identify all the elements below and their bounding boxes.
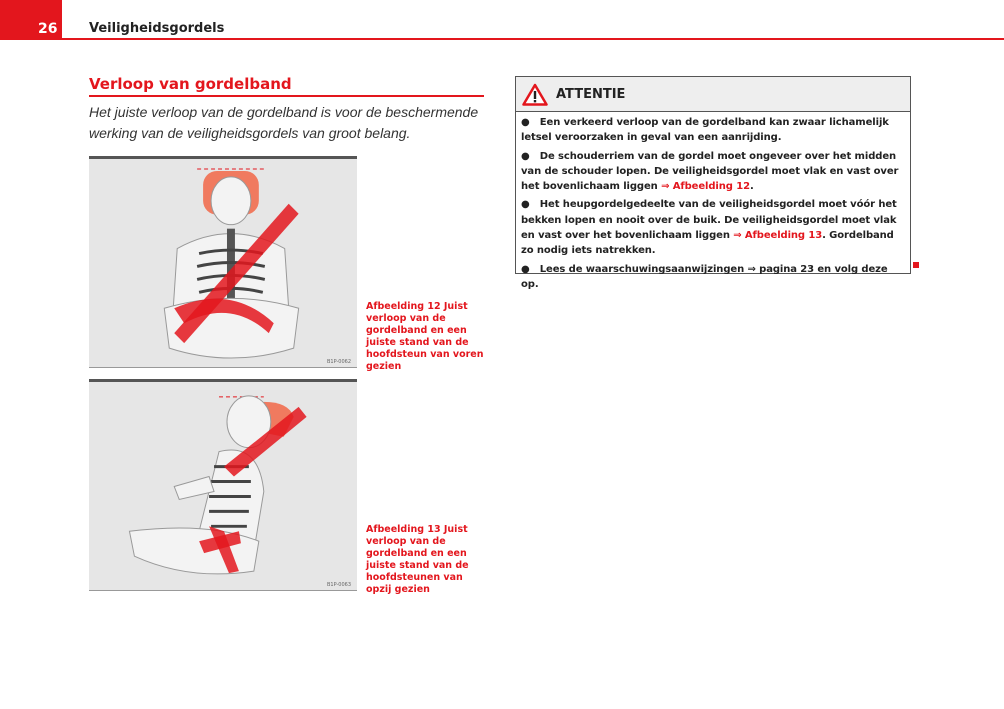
warning-item: ● Een verkeerd verloop van de gordelband kan zwaar lichamelijk letsel veroorzaken in geval van een aanrijding. [521,117,889,144]
warning-box [515,76,911,290]
figure-code: B1P-0062 [326,359,351,365]
section-title: Verloop van gordelband [89,75,484,97]
figure-12-caption: Afbeelding 12 Juist verloop van de gordelband en een juiste stand van de hoofdsteun van voren gezien [366,301,484,372]
warning-text: Het heupgordelgedeelte van de veiligheidsgordel moet vóór het bekken lopen en nooit over de buik. De veiligheidsgordel moet vlak en vast over het bovenlichaam liggen [521,199,897,242]
figure-13-link[interactable]: ⇒ Afbeelding 13 [733,230,823,242]
chapter-title: Veiligheidsgordels [89,21,225,36]
figure-code: B1P-0063 [326,582,351,588]
warning-title: ATTENTIE [556,86,626,102]
figure-12-link[interactable]: ⇒ Afbeelding 12 [661,181,750,193]
warning-text: De schouderriem van de gordel moet ongeveer over het midden van de schouder lopen. De veiligheidsgordel moet vlak en vast over het bovenlichaam liggen [521,150,899,193]
warning-header [516,77,910,112]
warning-text: Een verkeerd verloop van de gordelband kan zwaar lichamelijk letsel veroorzaken in geval van een aanrijding. [521,117,889,144]
figure-12-front-view [89,156,357,368]
warning-item: ● Het heupgordelgedeelte van de veiligheidsgordel moet vóór het bekken lopen en nooit over de buik. De veiligheidsgordel moet vlak en vast over het bovenlichaam liggen ⇒ Afbeelding 13. Gordelband zo nodig iets natrekken. [521,199,897,257]
warning-text: . Gordelband zo nodig iets natrekken. [521,230,894,257]
warning-item: ● De schouderriem van de gordel moet ongeveer over het midden van de schouder lopen. De veiligheidsgordel moet vlak en vast over het bovenlichaam liggen ⇒ Afbeelding 12. [521,150,899,193]
end-of-section-marker [913,262,919,268]
figure-13-caption: Afbeelding 13 Juist verloop van de gordelband en een juiste stand van de hoofdsteunen van opzij gezien [366,524,469,595]
header-rule [62,38,1004,40]
warning-text: Lees de waarschuwingsaanwijzingen ⇒ pagina 23 en volg deze op. [521,263,888,290]
warning-text: . [749,181,754,193]
page-number: 26 [0,0,62,40]
warning-triangle-icon [522,83,548,106]
section-intro: Het juiste verloop van de gordelband is voor de beschermende werking van de veiligheidsgordels van groot belang. [89,104,479,141]
figure-13-side-view [89,379,357,591]
warning-item: ● Lees de waarschuwingsaanwijzingen ⇒ pagina 23 en volg deze op. [521,263,888,290]
